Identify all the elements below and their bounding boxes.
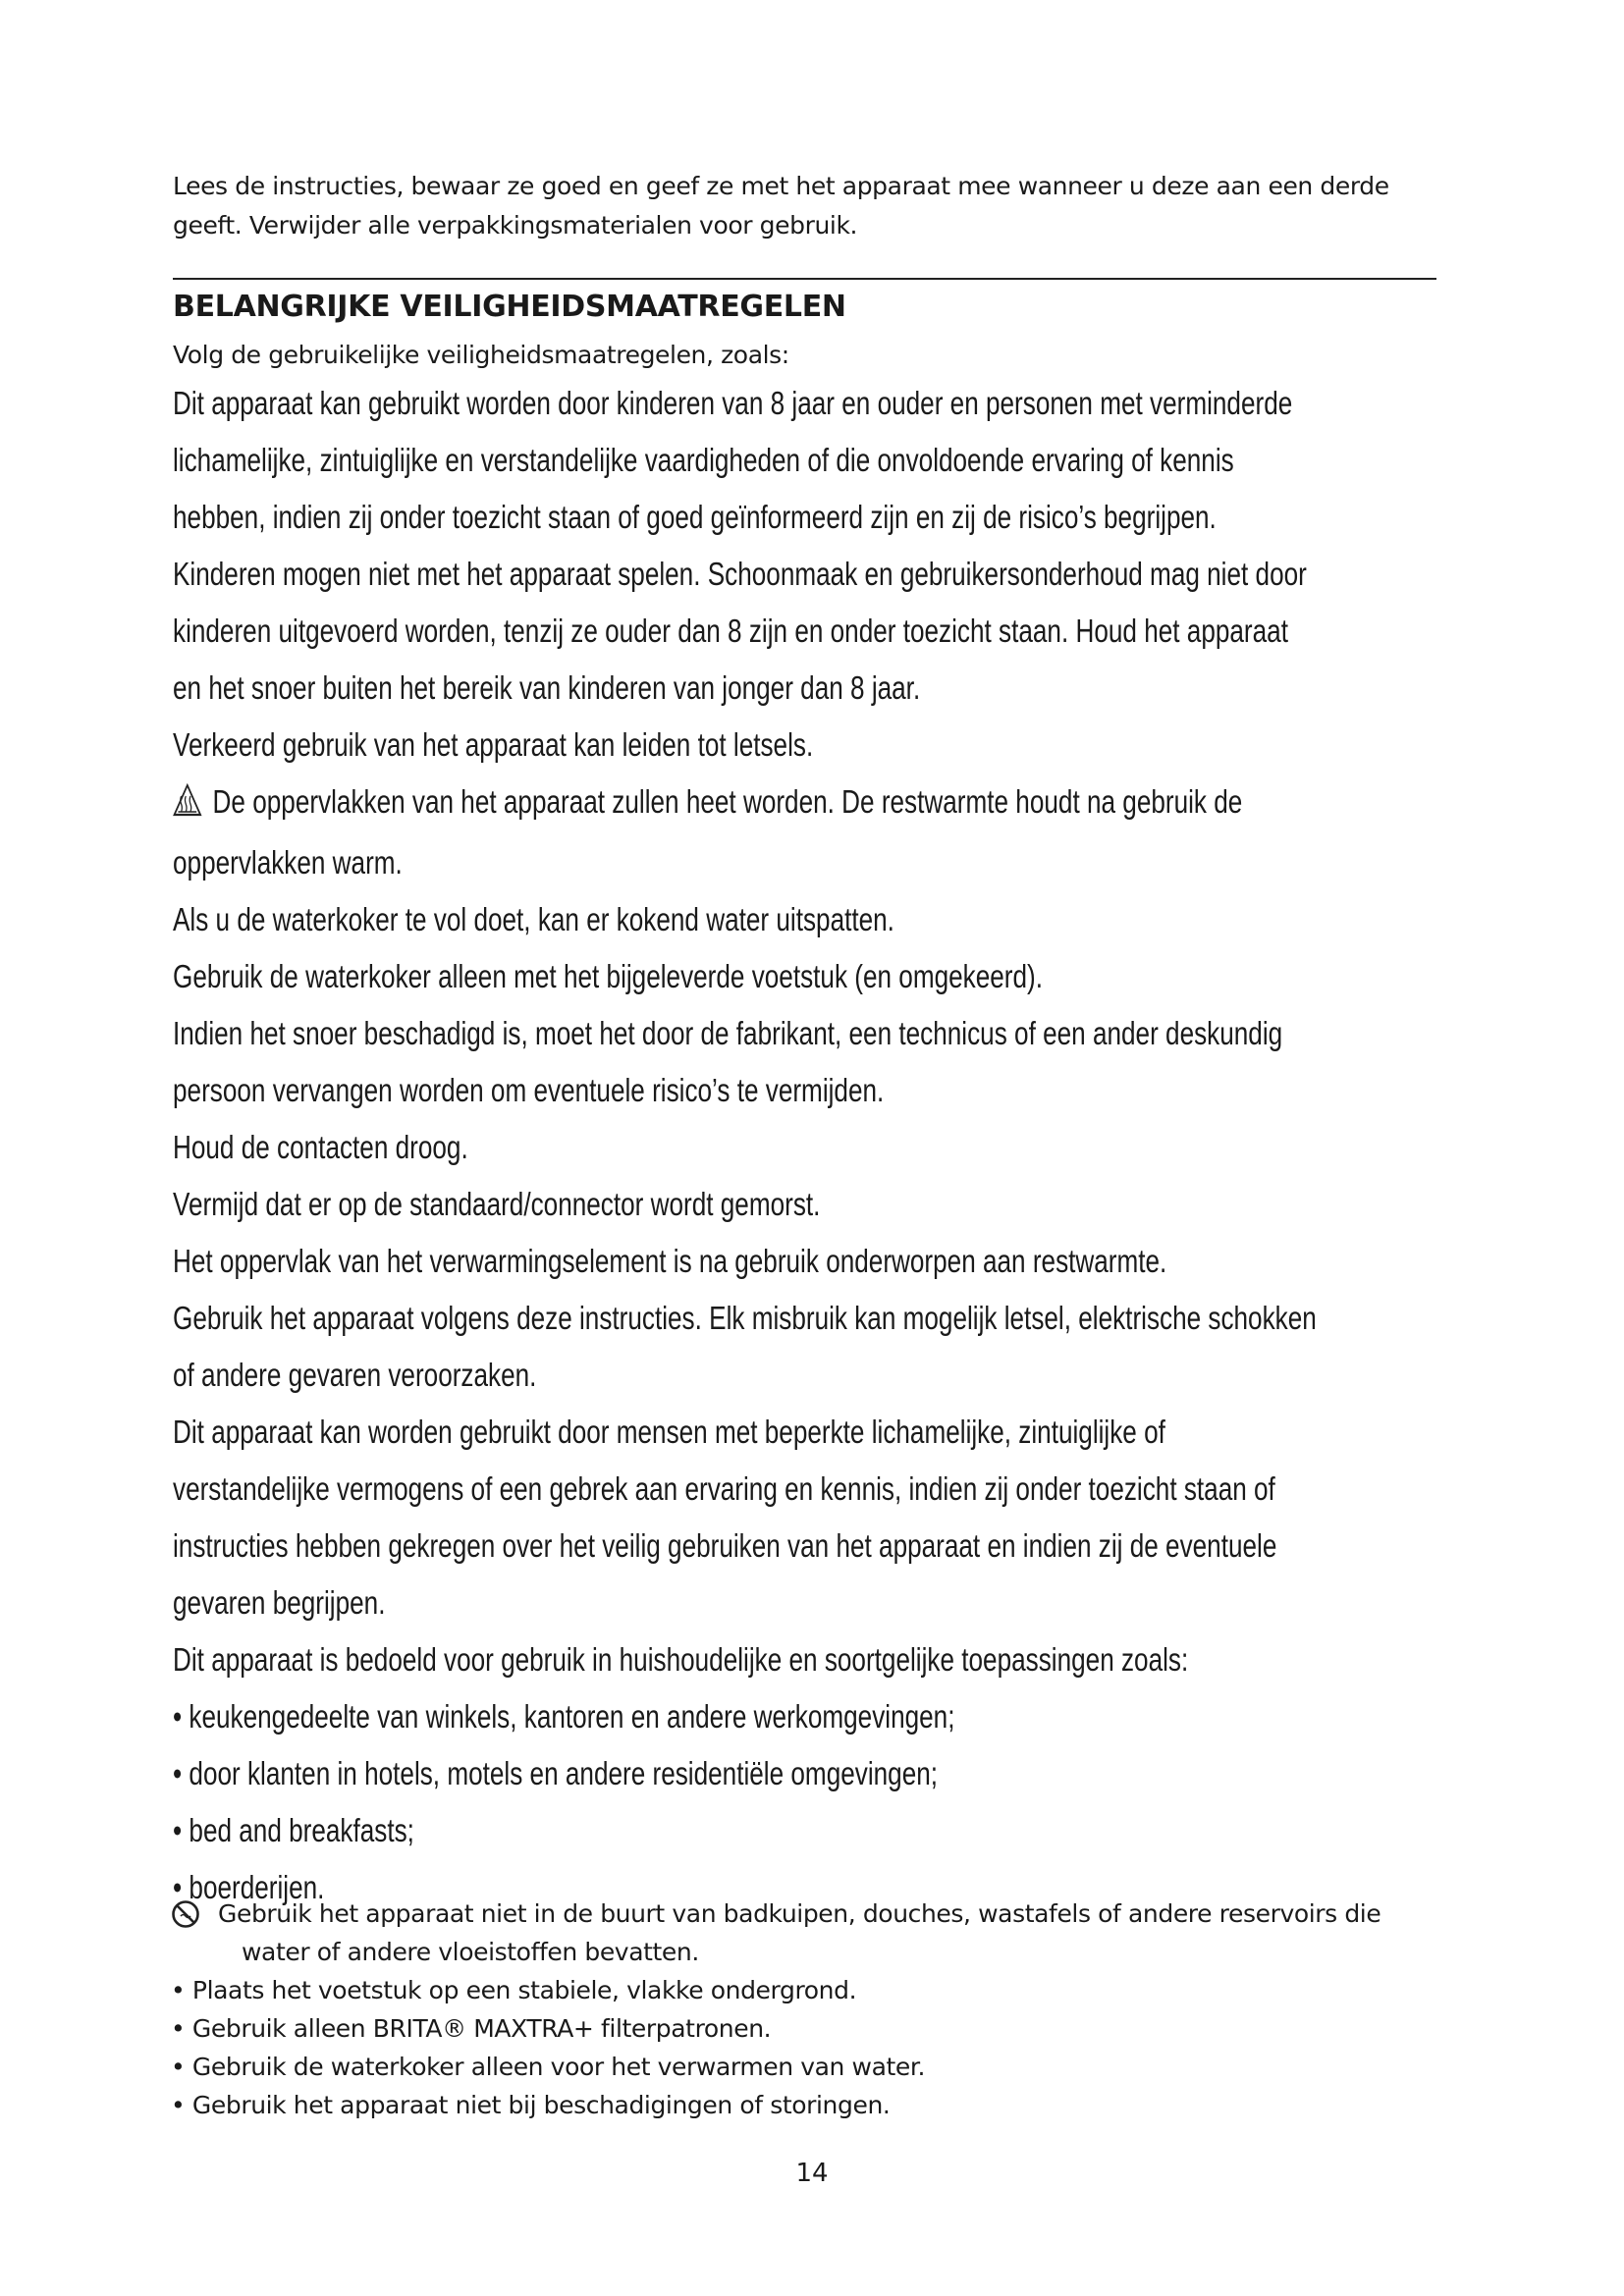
instruction-line: De oppervlakken van het apparaat zullen heet worden. De restwarmte houdt na gebruik de <box>212 784 1243 821</box>
instruction-line: Gebruik het apparaat volgens deze instructies. Elk misbruik kan mogelijk letsel, elektrische schokken <box>173 1301 1317 1337</box>
section-heading: BELANGRIJKE VEILIGHEIDSMAATREGELEN <box>173 290 846 324</box>
list-item: • Gebruik het apparaat niet bij beschadigingen of storingen. <box>171 2091 891 2119</box>
prohibited-icon <box>171 1899 200 1940</box>
list-item: • Gebruik de waterkoker alleen voor het verwarmen van water. <box>171 2053 926 2081</box>
section-divider <box>173 278 1436 280</box>
instruction-line: en het snoer buiten het bereik van kinderen van jonger dan 8 jaar. <box>173 670 921 707</box>
instruction-line: lichamelijke, zintuiglijke en verstandelijke vaardigheden of die onvoldoende ervaring of kennis <box>173 443 1234 479</box>
instruction-line: Gebruik de waterkoker alleen met het bijgeleverde voetstuk (en omgekeerd). <box>173 959 1043 995</box>
list-item: • door klanten in hotels, motels en andere residentiële omgevingen; <box>173 1756 939 1792</box>
instruction-line: Als u de waterkoker te vol doet, kan er kokend water uitspatten. <box>173 902 894 938</box>
list-item: • Plaats het voetstuk op een stabiele, vlakke ondergrond. <box>171 1976 857 2004</box>
intro-line: Lees de instructies, bewaar ze goed en geef ze met het apparaat mee wanneer u deze aan een derde <box>173 172 1389 200</box>
instruction-line: gevaren begrijpen. <box>173 1585 386 1622</box>
warning-line: Gebruik het apparaat niet in de buurt van badkuipen, douches, wastafels of andere reservoirs die <box>218 1899 1381 1928</box>
instruction-line: of andere gevaren veroorzaken. <box>173 1358 537 1394</box>
instruction-line: Verkeerd gebruik van het apparaat kan leiden tot letsels. <box>173 727 814 764</box>
page-number: 14 <box>795 2159 829 2188</box>
hot-surface-warning-icon <box>173 778 202 835</box>
section-subtitle: Volg de gebruikelijke veiligheidsmaatregelen, zoals: <box>173 341 789 369</box>
instruction-line: verstandelijke vermogens of een gebrek aan ervaring en kennis, indien zij onder toezicht staan of <box>173 1471 1275 1508</box>
instruction-line: Dit apparaat kan worden gebruikt door mensen met beperkte lichamelijke, zintuiglijke of <box>173 1415 1165 1451</box>
list-item: • bed and breakfasts; <box>173 1813 414 1849</box>
water-warning <box>169 1895 1445 1971</box>
instruction-line: Kinderen mogen niet met het apparaat spelen. Schoonmaak en gebruikersonderhoud mag niet door <box>173 557 1307 593</box>
instruction-line: Dit apparaat kan gebruikt worden door kinderen van 8 jaar en ouder en personen met verminderde <box>173 386 1293 422</box>
instruction-line: persoon vervangen worden om eventuele risico’s te vermijden. <box>173 1073 885 1109</box>
hot-surface-warning <box>173 774 1452 835</box>
instruction-line: Dit apparaat is bedoeld voor gebruik in huishoudelijke en soortgelijke toepassingen zoals: <box>173 1642 1189 1679</box>
instruction-line: instructies hebben gekregen over het veilig gebruiken van het apparaat en indien zij de eventuele <box>173 1528 1277 1565</box>
instruction-line: hebben, indien zij onder toezicht staan of goed geïnformeerd zijn en zij de risico’s begrijpen. <box>173 500 1217 536</box>
additional-instructions <box>169 1895 1445 2124</box>
instruction-line: Het oppervlak van het verwarmingselement is na gebruik onderworpen aan restwarmte. <box>173 1244 1167 1280</box>
safety-instructions <box>173 376 1452 1917</box>
instruction-line: Houd de contacten droog. <box>173 1130 468 1166</box>
instruction-line: oppervlakken warm. <box>173 845 403 881</box>
list-item: • boerderijen. <box>173 1870 325 1906</box>
list-item: • Gebruik alleen BRITA® MAXTRA+ filterpatronen. <box>171 2014 772 2043</box>
intro-line: geeft. Verwijder alle verpakkingsmaterialen voor gebruik. <box>173 211 858 240</box>
warning-line: water of andere vloeistoffen bevatten. <box>242 1938 699 1966</box>
instruction-line: Vermijd dat er op de standaard/connector wordt gemorst. <box>173 1187 821 1223</box>
instruction-line: kinderen uitgevoerd worden, tenzij ze ouder dan 8 zijn en onder toezicht staan. Houd het apparaat <box>173 614 1288 650</box>
list-item: • keukengedeelte van winkels, kantoren en andere werkomgevingen; <box>173 1699 955 1735</box>
instruction-line: Indien het snoer beschadigd is, moet het door de fabrikant, een technicus of een ander deskundig <box>173 1016 1283 1052</box>
intro-paragraph <box>173 167 1439 245</box>
